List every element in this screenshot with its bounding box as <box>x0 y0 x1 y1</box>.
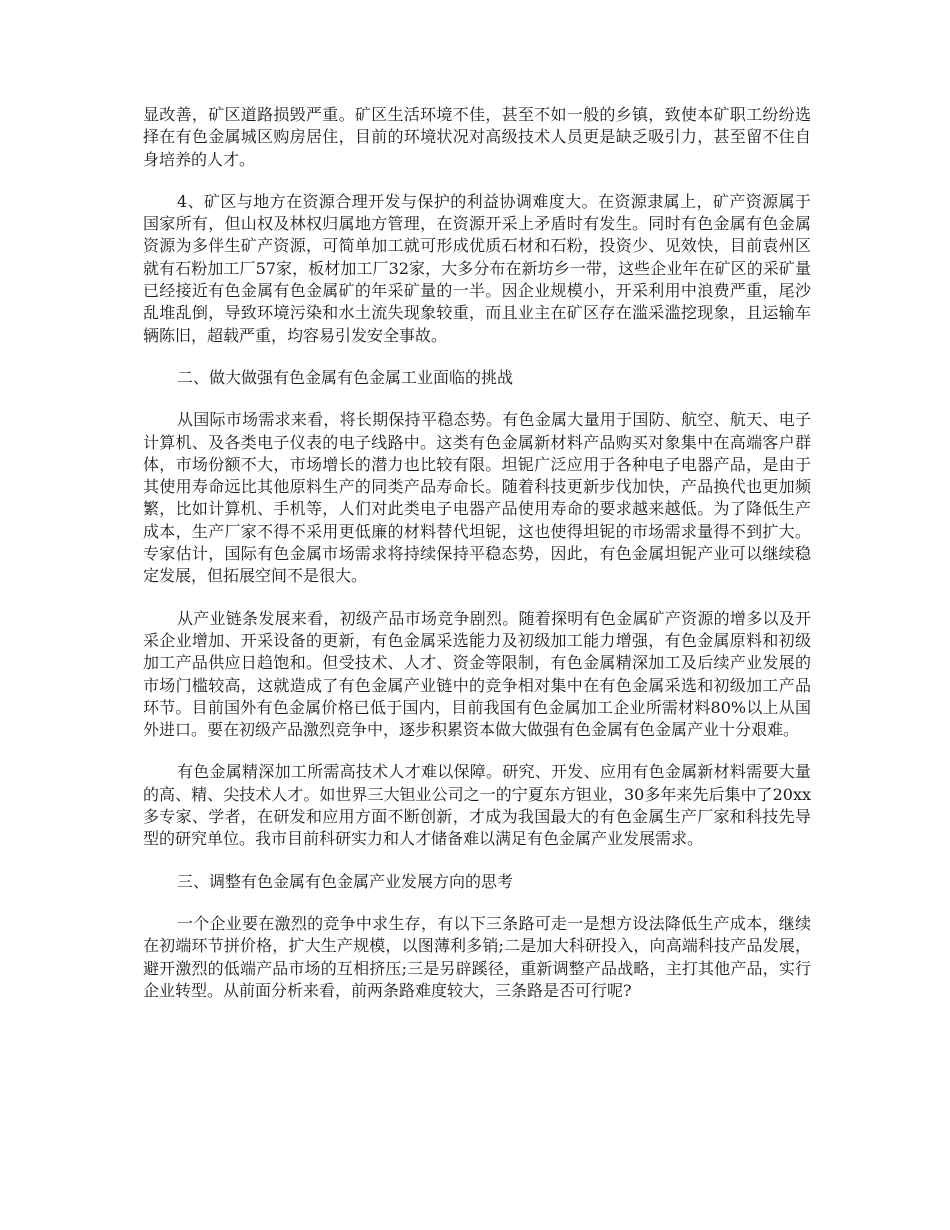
section-heading-challenges: 二、做大做强有色金属有色金属工业面临的挑战 <box>177 367 514 387</box>
paragraph-resource-coordination: 4、矿区与地方在资源合理开发与保护的利益协调难度大。在资源隶属上，矿产资源属于国家所有，但山权及林权归属地方管理，在资源开采上矛盾时有发生。同时有色金属有色金属资源为多伴生矿产资源，可简单加工就可形成优质石材和石粉，投资少、见效快，目前袁州区就有石粉加工厂57家，板材加工厂32家，大多分布在新坊乡一带，这些企业年在矿区的采矿量已经接近有色金属有色金属矿的年采矿量的一半。因企业规模小，开采利用中浪费严重，尾沙乱堆乱倒，导致环境污染和水土流失现象较重，而且业主在矿区存在滥采滥挖现象，且运输车辆陈旧，超载严重，均容易引发安全事故。 <box>143 191 811 345</box>
document-page <box>143 104 811 1022</box>
paragraph-industry-chain: 从产业链条发展来看，初级产品市场竞争剧烈。随着探明有色金属矿产资源的增多以及开采企业增加、开采设备的更新，有色金属采选能力及初级加工能力增强，有色金属原料和初级加工产品供应日趋饱和。但受技术、人才、资金等限制，有色金属精深加工及后续产业发展的市场门槛较高，这就造成了有色金属产业链中的竞争相对集中在有色金属采选和初级加工产品环节。目前国外有色金属价格已低于国内，目前我国有色金属加工企业所需材料80%以上从国外进口。要在初级产品激烈竞争中，逐步积累资本做大做强有色金属有色金属产业十分艰难。 <box>143 608 811 740</box>
paragraph-talent-shortage: 有色金属精深加工所需高技术人才难以保障。研究、开发、应用有色金属新材料需要大量的高、精、尖技术人才。如世界三大钽业公司之一的宁夏东方钽业，30多年来先后集中了20xx多专家、学者，在研发和应用方面不断创新，才成为我国最大的有色金属生产厂家和科技先导型的研究单位。我市目前科研实力和人才储备难以满足有色金属产业发展需求。 <box>143 762 811 849</box>
paragraph-international-market: 从国际市场需求来看，将长期保持平稳态势。有色金属大量用于国防、航空、航天、电子计算机、及各类电子仪表的电子线路中。这类有色金属新材料产品购买对象集中在高端客户群体，市场份额不大，市场增长的潜力也比较有限。坦铌广泛应用于各种电子电器产品，是由于其使用寿命远比其他原料生产的同类产品寿命长。随着科技更新步伐加快，产品换代也更加频繁，比如计算机、手机等，人们对此类电子电器产品使用寿命的要求越来越低。为了降低生产成本，生产厂家不得不采用更低廉的材料替代坦铌，这也使得坦铌的市场需求量得不到扩大。专家估计，国际有色金属市场需求将持续保持平稳态势，因此，有色金属坦铌产业可以继续稳定发展，但拓展空间不是很大。 <box>143 410 811 586</box>
paragraph-mining-environment: 显改善，矿区道路损毁严重。矿区生活环境不佳，甚至不如一般的乡镇，致使本矿职工纷纷选择在有色金属城区购房居住，目前的环境状况对高级技术人员更是缺乏吸引力，甚至留不住自身培养的人才。 <box>143 105 811 169</box>
paragraph-three-paths: 一个企业要在激烈的竞争中求生存，有以下三条路可走一是想方设法降低生产成本，继续在初端环节拼价格，扩大生产规模，以图薄利多销;二是加大科研投入，向高端科技产品发展，避开激烈的低端产品市场的互相挤压;三是另辟蹊径，重新调整产品战略，主打其他产品，实行企业转型。从前面分析来看，前两条路难度较大，三条路是否可行呢? <box>143 913 811 1000</box>
section-heading-direction: 三、调整有色金属有色金属产业发展方向的思考 <box>177 871 514 891</box>
